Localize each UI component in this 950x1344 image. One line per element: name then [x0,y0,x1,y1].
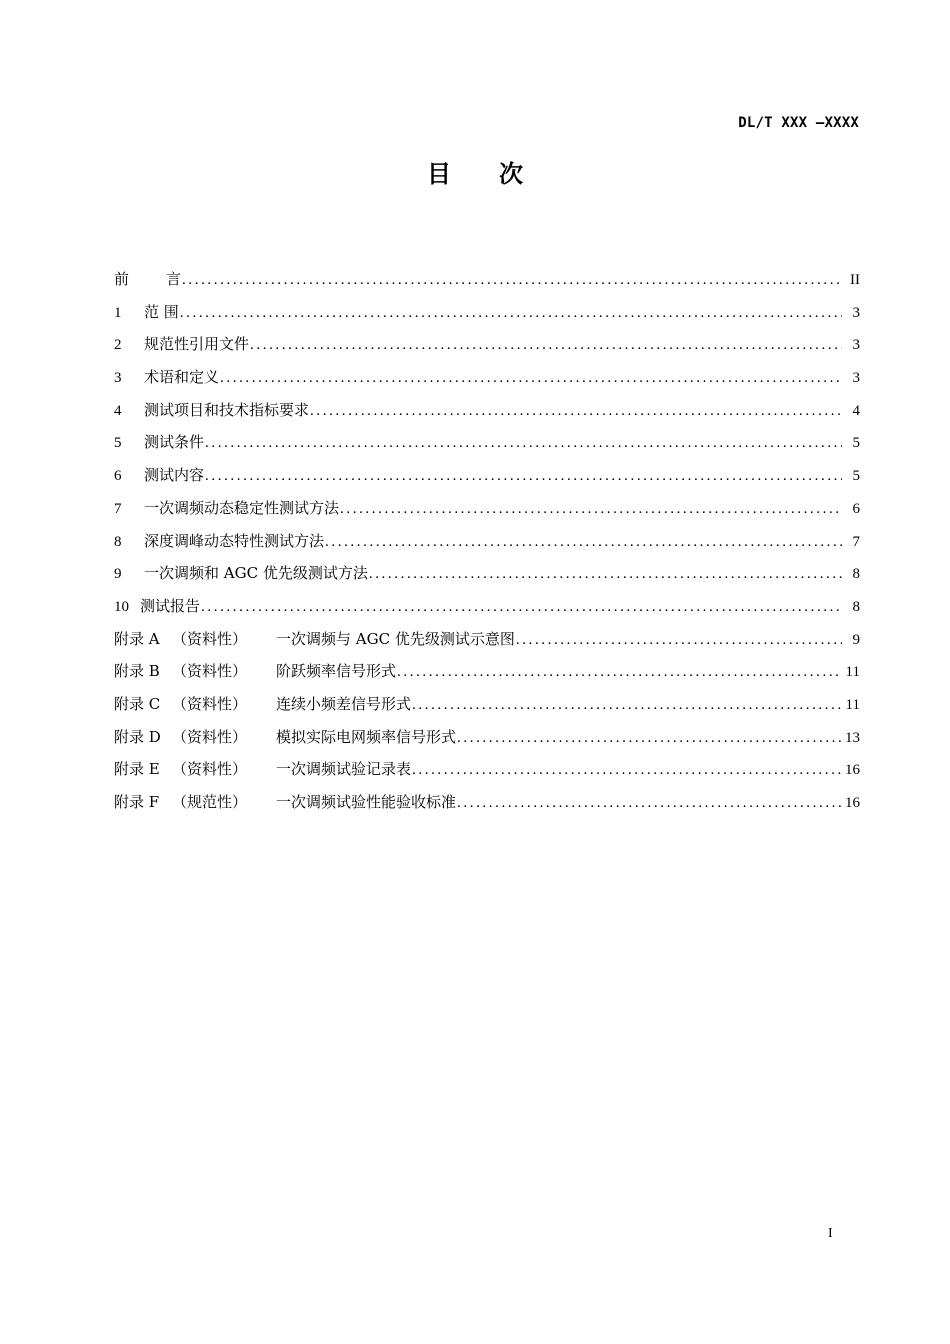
toc-entry-title: 测试条件 [144,433,205,452]
toc-entry-number: 1 [114,304,122,321]
toc-entry-number: 5 [114,435,122,452]
toc-dot-leader [220,365,842,391]
toc-dot-leader [201,594,842,620]
toc-entry-number: 2 [114,337,122,354]
document-code: DL/T XXX —XXXX [738,115,859,131]
toc-entry-title: 测试报告 [140,596,201,615]
toc-dot-leader [369,561,842,587]
toc-entry-chapter-8[interactable] [114,528,860,561]
toc-dot-leader [205,463,842,489]
toc-entry-chapter-3[interactable] [114,364,860,397]
toc-entry-annex-f[interactable] [114,789,860,822]
toc-entry-title: 阶跃频率信号形式 [276,662,397,681]
toc-dot-leader [516,627,842,653]
toc-entry-title: 连续小频差信号形式 [276,694,412,713]
toc-entry-title: 一次调频动态稳定性测试方法 [144,498,340,517]
toc-entry-page: 3 [852,304,860,321]
toc-entry-chapter-5[interactable] [114,429,860,462]
toc-entry-chapter-2[interactable] [114,331,860,364]
toc-dot-leader [325,529,842,555]
toc-dot-leader [205,430,842,456]
toc-entry-title-part2: 言 [166,270,182,288]
toc-dot-leader [397,659,842,685]
toc-entry-chapter-6[interactable] [114,462,860,495]
toc-entry-page: 8 [852,566,860,583]
toc-entry-title: 一次调频试验性能验收标准 [276,793,457,811]
toc-entry-title: 术语和定义 [144,368,220,387]
toc-dot-leader [250,332,842,358]
toc-annex-type: （资料性） [172,629,248,648]
toc-entry-title: 模拟实际电网频率信号形式 [276,727,457,746]
toc-annex-label: 附录 A [114,629,160,648]
toc-entry-page: 8 [852,598,860,615]
toc-annex-type: （资料性） [172,662,248,681]
toc-entry-annex-d[interactable] [114,724,860,757]
toc-entry-number: 6 [114,468,122,485]
toc-entry-title: 规范性引用文件 [144,335,250,354]
toc-entry-annex-c[interactable] [114,691,860,724]
toc-annex-type: （规范性） [172,793,248,811]
toc-dot-leader [310,398,842,424]
toc-entry-number: 3 [114,370,122,387]
toc-annex-label: 附录 D [114,727,161,746]
toc-entry-page: 9 [852,631,860,648]
toc-dot-leader [182,267,842,293]
toc-entry-page: 13 [845,729,860,746]
toc-entry-title: 测试项目和技术指标要求 [144,400,310,419]
toc-entry-number: 10 [114,598,129,615]
toc-entry-page: 6 [852,500,860,517]
toc-entry-foreword[interactable] [114,266,860,299]
toc-entry-page: 7 [852,533,860,550]
toc-annex-type: （资料性） [172,727,248,746]
toc-entry-number: 7 [114,500,122,517]
toc-entry-page: 16 [845,762,860,779]
toc-entry-chapter-9[interactable] [114,560,860,593]
toc-entry-title: 深度调峰动态特性测试方法 [144,531,325,550]
toc-entry-title-part1: 前 [114,270,130,288]
toc-entry-annex-a[interactable] [114,626,860,659]
toc-entry-number: 4 [114,402,122,419]
toc-dot-leader [180,300,842,326]
footer-page-number: I [828,1226,833,1241]
toc-dot-leader [340,496,842,522]
toc-dot-leader [457,725,841,751]
toc-entry-page: 3 [852,370,860,387]
toc-annex-label: 附录 F [114,793,160,811]
toc-entry-title: 一次调频与 AGC 优先级测试示意图 [276,629,515,648]
toc-entry-annex-e[interactable] [114,756,860,789]
toc-entry-page: 5 [852,435,860,452]
toc-entry-page: 4 [852,402,860,419]
toc-entry-title: 范 围 [144,302,179,321]
toc-entry-annex-b[interactable] [114,658,860,691]
toc-entry-page: 3 [852,337,860,354]
toc-annex-label: 附录 C [114,694,161,713]
table-of-contents [114,266,860,822]
toc-entry-page: 11 [845,696,860,713]
toc-entry-number: 8 [114,533,122,550]
toc-entry-page: 16 [845,795,860,811]
toc-entry-title: 一次调频试验记录表 [276,760,412,779]
toc-entry-chapter-7[interactable] [114,495,860,528]
page-title: 目次 [427,160,571,188]
toc-entry-chapter-10[interactable] [114,593,860,626]
toc-entry-chapter-4[interactable] [114,397,860,430]
toc-annex-type: （资料性） [172,694,248,713]
toc-annex-label: 附录 E [114,760,160,779]
toc-entry-page: 5 [852,468,860,485]
toc-annex-type: （资料性） [172,760,248,779]
toc-dot-leader [412,692,842,718]
toc-entry-title: 一次调频和 AGC 优先级测试方法 [144,564,368,583]
toc-dot-leader [412,757,841,783]
toc-entry-title: 测试内容 [144,466,205,485]
toc-annex-label: 附录 B [114,662,160,681]
toc-entry-page: II [850,272,860,288]
toc-dot-leader [457,790,841,816]
toc-entry-chapter-1[interactable] [114,299,860,332]
toc-entry-page: 11 [845,664,860,681]
toc-entry-number: 9 [114,566,122,583]
